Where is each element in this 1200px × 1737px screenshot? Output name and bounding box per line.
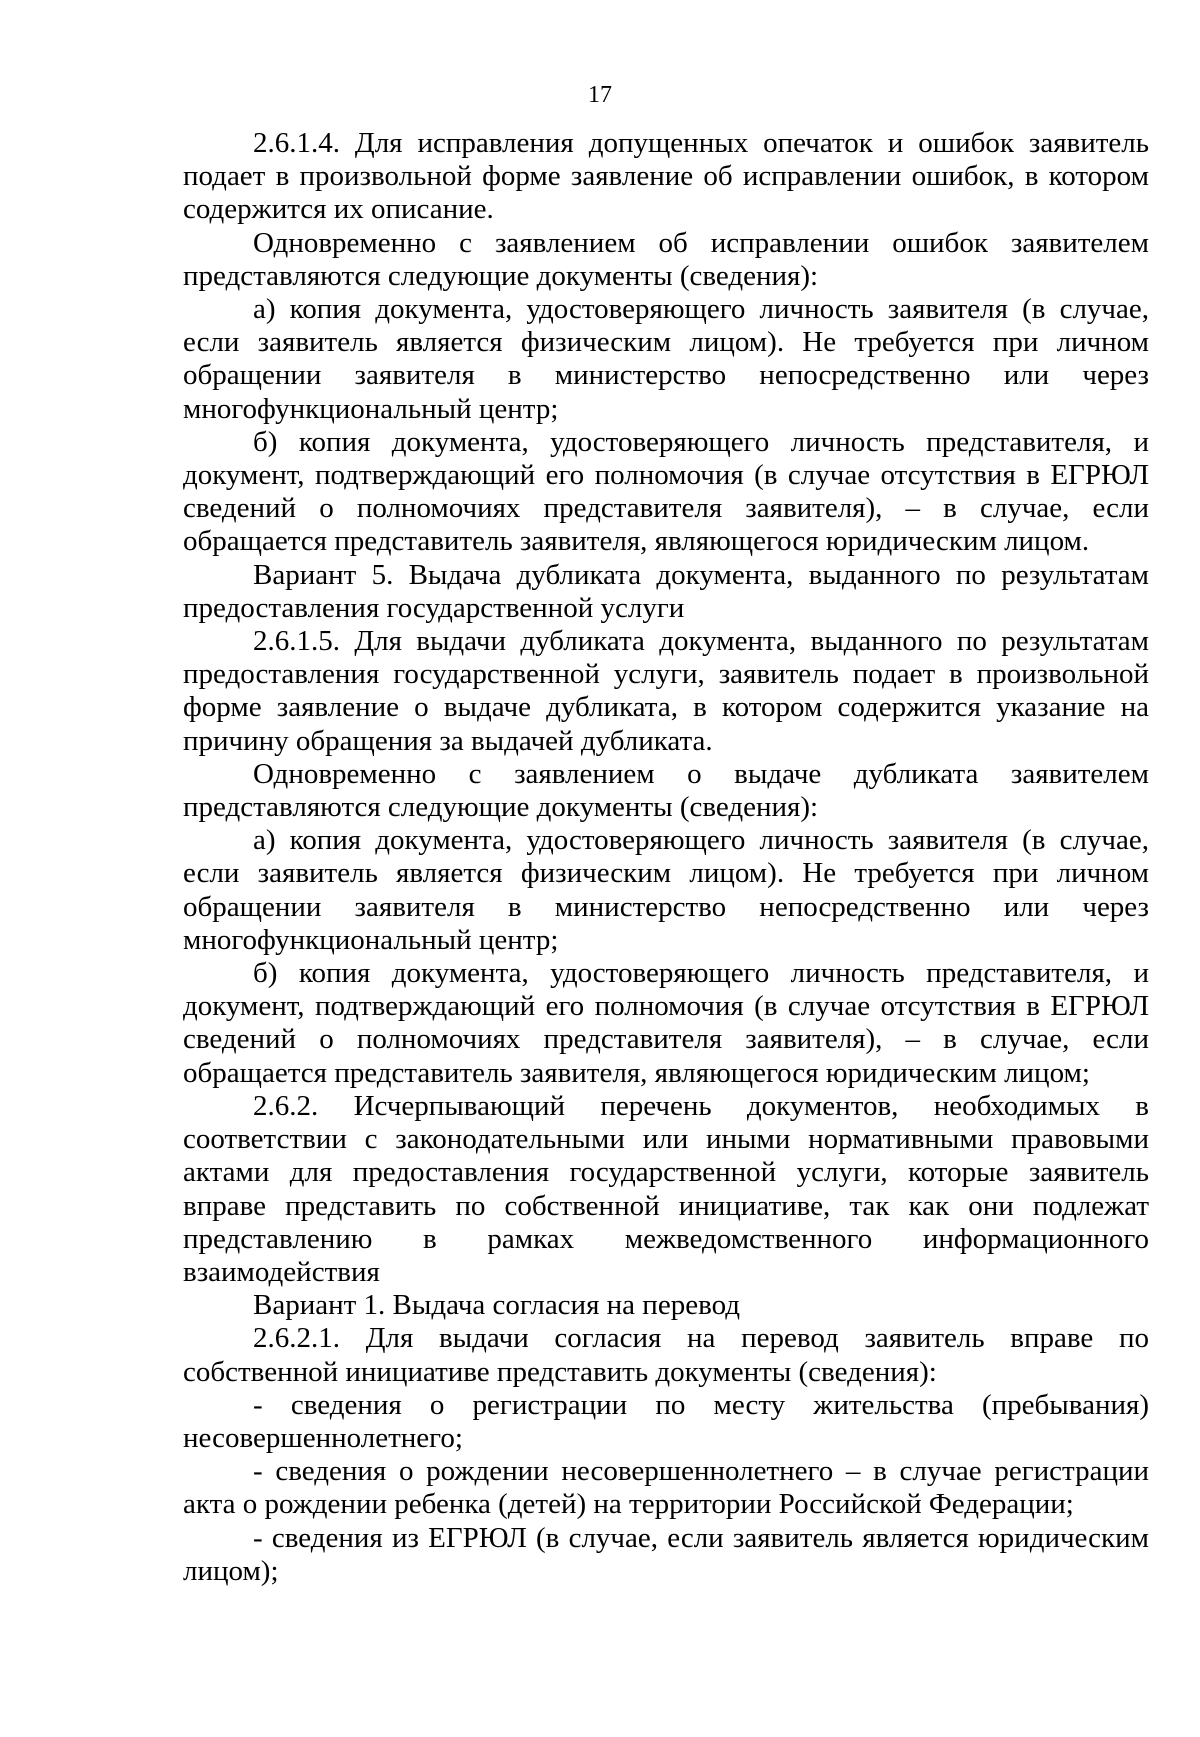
paragraph-2-6-1-5: 2.6.1.5. Для выдачи дубликата документа, выданного по результатам предоставления государственной услуги, заявитель подает в произвольной форме заявление о выдаче дубликата, в котором содержится указание на причину обращения за выдачей дубликата. bbox=[183, 625, 1149, 757]
paragraph-documents-intro: Одновременно с заявлением о выдаче дубликата заявителем представляются следующие документы (сведения): bbox=[183, 757, 1149, 824]
paragraph-documents-intro: Одновременно с заявлением об исправлении ошибок заявителем представляются следующие документы (сведения): bbox=[183, 226, 1149, 292]
list-item-birth-record: - сведения о рождении несовершеннолетнего – в случае регистрации акта о рождении ребенка (детей) на территории Российской Федерации; bbox=[183, 1455, 1149, 1521]
document-body bbox=[183, 127, 1149, 1588]
paragraph-item-a: а) копия документа, удостоверяющего личность заявителя (в случае, если заявитель является физическим лицом). Не требуется при личном обращении заявителя в министерство непосредственно или через многофункциональный центр; bbox=[183, 293, 1149, 425]
paragraph-2-6-2-1: 2.6.2.1. Для выдачи согласия на перевод заявитель вправе по собственной инициативе представить документы (сведения): bbox=[183, 1322, 1149, 1388]
paragraph-item-b: б) копия документа, удостоверяющего личность представителя, и документ, подтверждающий его полномочия (в случае отсутствия в ЕГРЮЛ сведений о полномочиях представителя заявителя), – в случае, если обращается представитель заявителя, являющегося юридическим лицом. bbox=[183, 425, 1149, 558]
paragraph-2-6-2: 2.6.2. Исчерпывающий перечень документов, необходимых в соответствии с законодательными или иными нормативными правовыми актами для предоставления государственной услуги, которые заявитель вправе представить по собственной инициативе, так как они подлежат представлению в рамках межведомственного информационного взаимодействия bbox=[183, 1089, 1149, 1288]
list-item-registration: - сведения о регистрации по месту жительства (пребывания) несовершеннолетнего; bbox=[183, 1388, 1149, 1454]
page-number: 17 bbox=[588, 82, 612, 108]
list-item-egrul: - сведения из ЕГРЮЛ (в случае, если заявитель является юридическим лицом); bbox=[183, 1521, 1149, 1587]
paragraph-item-a: а) копия документа, удостоверяющего личность заявителя (в случае, если заявитель является физическим лицом). Не требуется при личном обращении заявителя в министерство непосредственно или через многофункциональный центр; bbox=[183, 824, 1149, 956]
section-heading-variant-5: Вариант 5. Выдача дубликата документа, выданного по результатам предоставления государственной услуги bbox=[183, 558, 1149, 624]
paragraph-item-b: б) копия документа, удостоверяющего личность представителя, и документ, подтверждающий его полномочия (в случае отсутствия в ЕГРЮЛ сведений о полномочиях представителя заявителя), – в случае, если обращается представитель заявителя, являющегося юридическим лицом; bbox=[183, 957, 1149, 1089]
section-heading-variant-1: Вариант 1. Выдача согласия на перевод bbox=[253, 1289, 740, 1322]
paragraph-2-6-1-4: 2.6.1.4. Для исправления допущенных опечаток и ошибок заявитель подает в произвольной форме заявление об исправлении ошибок, в котором содержится их описание. bbox=[183, 127, 1149, 226]
